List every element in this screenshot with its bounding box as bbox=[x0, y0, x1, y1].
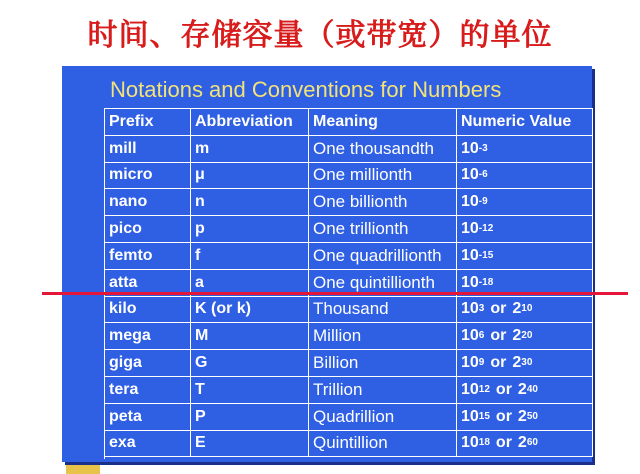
table-row bbox=[105, 136, 593, 163]
numeric-base: 10 bbox=[461, 193, 479, 211]
slide-panel bbox=[62, 66, 592, 462]
notation-table bbox=[104, 108, 593, 459]
divider-line bbox=[42, 292, 628, 295]
cell-abbreviation: m bbox=[191, 136, 309, 163]
cell-numeric-value: 10 12 or 2 40 bbox=[457, 377, 593, 404]
cell-prefix: peta bbox=[105, 404, 191, 431]
table-row bbox=[105, 163, 593, 190]
table-row bbox=[105, 323, 593, 350]
numeric-or: or bbox=[490, 354, 507, 372]
table-row bbox=[105, 431, 593, 458]
cell-meaning: One trillionth bbox=[309, 216, 457, 243]
numeric-base: 10 bbox=[461, 327, 479, 345]
numeric-base: 10 bbox=[461, 434, 479, 452]
table-row bbox=[105, 377, 593, 404]
table-header-row bbox=[105, 109, 593, 136]
cell-meaning: Quadrillion bbox=[309, 404, 457, 431]
cell-prefix: nano bbox=[105, 189, 191, 216]
cell-abbreviation: n bbox=[191, 189, 309, 216]
header-prefix: Prefix bbox=[105, 109, 191, 136]
cell-abbreviation: G bbox=[191, 350, 309, 377]
cell-prefix: atta bbox=[105, 270, 191, 297]
cell-abbreviation: p bbox=[191, 216, 309, 243]
numeric-base: 10 bbox=[461, 220, 479, 238]
numeric-base: 10 bbox=[461, 380, 479, 398]
cell-numeric-value: 10 -3 bbox=[457, 136, 593, 163]
cell-prefix: exa bbox=[105, 431, 191, 458]
table-row bbox=[105, 189, 593, 216]
cell-abbreviation: P bbox=[191, 404, 309, 431]
numeric-base: 10 bbox=[461, 166, 479, 184]
cell-abbreviation: f bbox=[191, 243, 309, 270]
slide-title: Notations and Conventions for Numbers bbox=[110, 77, 502, 102]
cell-prefix: mega bbox=[105, 323, 191, 350]
cell-meaning: One quadrillionth bbox=[309, 243, 457, 270]
cell-meaning: Thousand bbox=[309, 297, 457, 324]
header-numeric-value: Numeric Value bbox=[457, 109, 593, 136]
cell-meaning: Million bbox=[309, 323, 457, 350]
cell-meaning: Billion bbox=[309, 350, 457, 377]
cell-meaning: Trillion bbox=[309, 377, 457, 404]
cell-numeric-value: 10 -15 bbox=[457, 243, 593, 270]
table-row bbox=[105, 297, 593, 324]
cell-numeric-value: 10 9 or 2 30 bbox=[457, 350, 593, 377]
table-row bbox=[105, 243, 593, 270]
cell-abbreviation: M bbox=[191, 323, 309, 350]
cell-prefix: kilo bbox=[105, 297, 191, 324]
cell-prefix: tera bbox=[105, 377, 191, 404]
numeric-base: 10 bbox=[461, 139, 479, 157]
table-row bbox=[105, 350, 593, 377]
cell-meaning: One quintillionth bbox=[309, 270, 457, 297]
cell-numeric-value: 10 -9 bbox=[457, 189, 593, 216]
numeric-or: or bbox=[490, 300, 507, 318]
cell-meaning: Quintillion bbox=[309, 431, 457, 458]
numeric-base: 10 bbox=[461, 273, 479, 291]
cell-prefix: micro bbox=[105, 163, 191, 190]
numeric-or: or bbox=[495, 380, 512, 398]
cell-prefix: femto bbox=[105, 243, 191, 270]
cell-meaning: One thousandth bbox=[309, 136, 457, 163]
numeric-base2: 2 bbox=[512, 300, 522, 318]
numeric-base: 10 bbox=[461, 300, 479, 318]
table-body bbox=[105, 136, 593, 458]
cell-numeric-value: 10 18 or 2 60 bbox=[457, 431, 593, 458]
numeric-base: 10 bbox=[461, 407, 479, 425]
cell-numeric-value: 10 3 or 2 10 bbox=[457, 297, 593, 324]
cell-numeric-value: 10 -18 bbox=[457, 270, 593, 297]
cell-meaning: One millionth bbox=[309, 163, 457, 190]
numeric-base: 10 bbox=[461, 246, 479, 264]
cell-prefix: giga bbox=[105, 350, 191, 377]
cell-abbreviation: a bbox=[191, 270, 309, 297]
numeric-or: or bbox=[490, 327, 507, 345]
numeric-base: 10 bbox=[461, 354, 479, 372]
numeric-base2: 2 bbox=[517, 407, 527, 425]
header-meaning: Meaning bbox=[309, 109, 457, 136]
cell-prefix: pico bbox=[105, 216, 191, 243]
numeric-base2: 2 bbox=[512, 354, 522, 372]
header-abbreviation: Abbreviation bbox=[191, 109, 309, 136]
cell-numeric-value: 10 6 or 2 20 bbox=[457, 323, 593, 350]
numeric-or: or bbox=[495, 434, 512, 452]
cell-numeric-value: 10 -6 bbox=[457, 163, 593, 190]
table-row bbox=[105, 216, 593, 243]
cell-numeric-value: 10 -12 bbox=[457, 216, 593, 243]
numeric-base2: 2 bbox=[517, 434, 527, 452]
cell-prefix: mill bbox=[105, 136, 191, 163]
cell-abbreviation: T bbox=[191, 377, 309, 404]
numeric-or: or bbox=[495, 407, 512, 425]
numeric-base2: 2 bbox=[517, 380, 527, 398]
cell-meaning: One billionth bbox=[309, 189, 457, 216]
cell-abbreviation: K (or k) bbox=[191, 297, 309, 324]
cell-abbreviation: E bbox=[191, 431, 309, 458]
numeric-base2: 2 bbox=[512, 327, 522, 345]
cell-numeric-value: 10 15 or 2 50 bbox=[457, 404, 593, 431]
page-title: 时间、存储容量（或带宽）的单位 bbox=[87, 18, 553, 53]
cell-abbreviation: μ bbox=[191, 163, 309, 190]
table-row bbox=[105, 404, 593, 431]
